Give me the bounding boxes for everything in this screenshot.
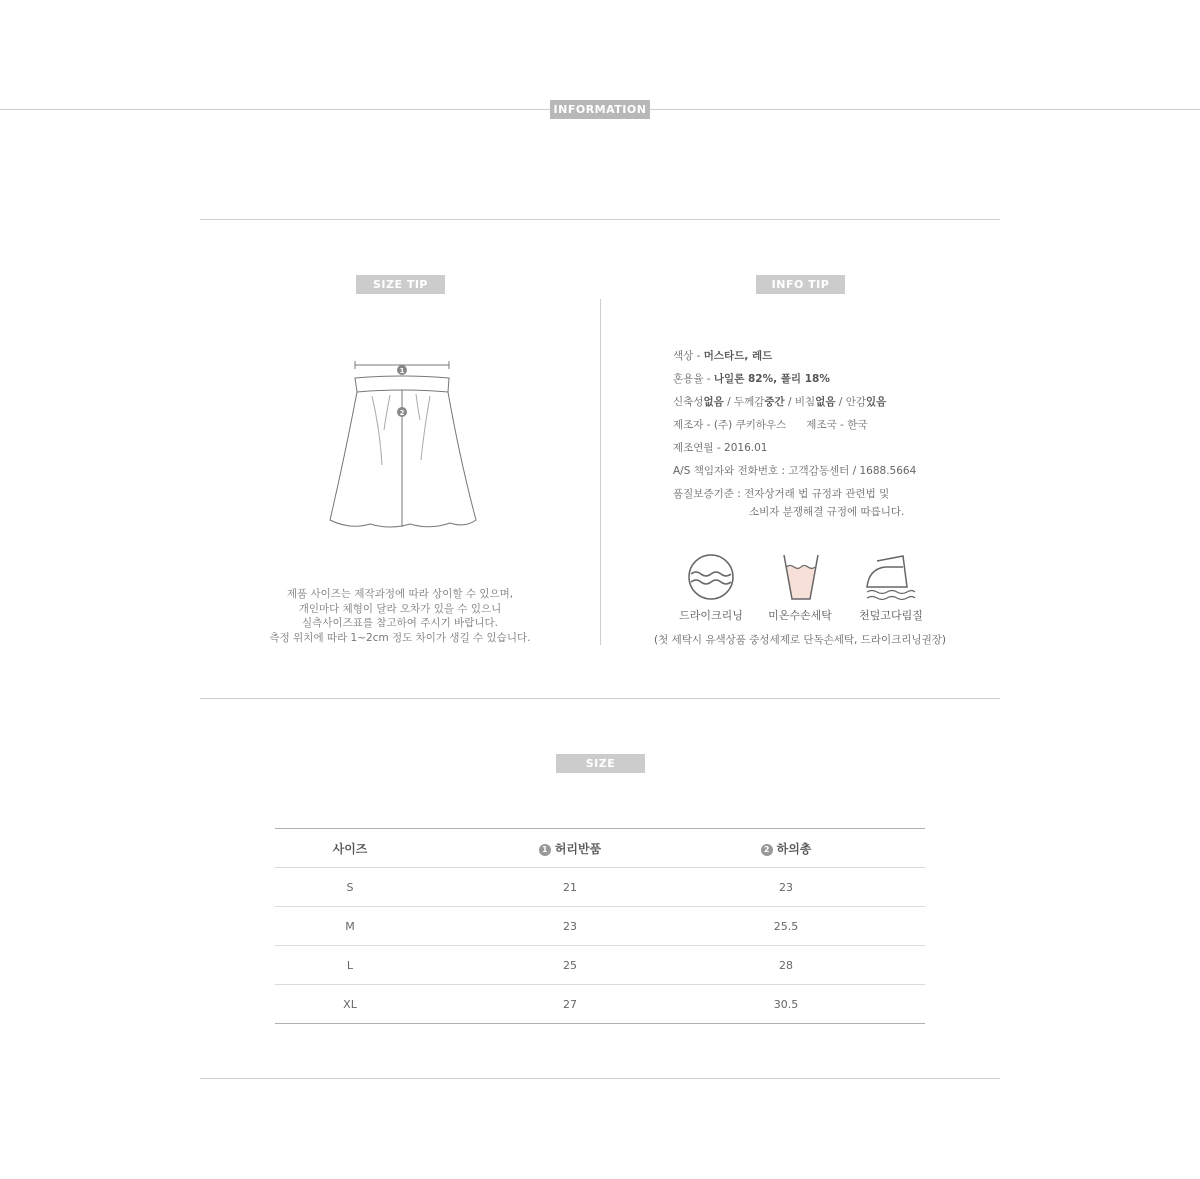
size-label: SIZE — [556, 754, 645, 773]
size-table — [275, 828, 925, 1024]
warranty-info: 품질보증기준 : 전자상거래 법 규정과 관련법 및 — [673, 488, 890, 500]
color-info: 색상 - 머스타드, 레드 — [673, 350, 773, 362]
section-divider-top — [200, 219, 1000, 220]
svg-text:1: 1 — [399, 367, 405, 375]
date-info: 제조연월 - 2016.01 — [673, 442, 768, 454]
fabric-properties: 신축성없음 / 두께감중간 / 비침없음 / 안감있음 — [673, 396, 887, 408]
skirt-diagram — [320, 360, 490, 535]
care-iron: 천덮고다림질 — [851, 553, 931, 623]
as-info: A/S 책임자와 전화번호 : 고객감동센터 / 1688.5664 — [673, 465, 917, 477]
section-divider-bottom — [200, 1078, 1000, 1079]
column-divider — [600, 299, 601, 645]
care-note: (첫 세탁시 유색상품 중성세제로 단독손세탁, 드라이크리닝권장) — [654, 634, 946, 646]
header-size: 사이즈 — [275, 829, 425, 868]
table-row: L 25 28 — [275, 946, 925, 985]
care-hand-wash: 미온수손세탁 — [760, 553, 840, 623]
svg-text:2: 2 — [399, 409, 405, 417]
marker-1-icon: 1 — [539, 844, 551, 856]
table-row: S 21 23 — [275, 868, 925, 907]
marker-1-icon — [397, 365, 407, 375]
material-info: 혼용율 - 나일론 82%, 폴리 18% — [673, 373, 830, 385]
header-length: 2 하의총 — [715, 829, 857, 868]
product-info-list — [673, 347, 973, 526]
info-tip-label: INFO TIP — [756, 275, 845, 294]
dry-clean-icon — [686, 553, 736, 601]
header-waist: 1 허리반품 — [425, 829, 715, 868]
section-divider-middle — [200, 698, 1000, 699]
maker-info: 제조자 - (주) 쿠키하우스 제조국 - 한국 — [673, 419, 868, 431]
table-row: XL 27 30.5 — [275, 985, 925, 1024]
size-table-header — [275, 829, 925, 868]
information-header: INFORMATION — [550, 100, 650, 119]
marker-2-icon: 2 — [761, 844, 773, 856]
iron-with-cloth-icon — [863, 553, 919, 601]
size-tip-label: SIZE TIP — [356, 275, 445, 294]
care-dry-clean: 드라이크리닝 — [671, 553, 751, 623]
skirt-waistband — [355, 376, 449, 392]
size-tip-note: 제품 사이즈는 제작과정에 따라 상이할 수 있으며, 개인마다 체형이 달라 오차가 있을 수 있으니 실측사이즈표를 참고하여 주시기 바랍니다. 측정 위치에 따라 1~2cm 정도 차이가 생길 수 있습니다. — [269, 588, 531, 644]
marker-2-icon — [397, 407, 407, 417]
table-row: M 23 25.5 — [275, 907, 925, 946]
warranty-info-2: 소비자 분쟁해결 규정에 따릅니다. — [749, 506, 905, 518]
lukewarm-hand-wash-icon — [775, 553, 825, 601]
